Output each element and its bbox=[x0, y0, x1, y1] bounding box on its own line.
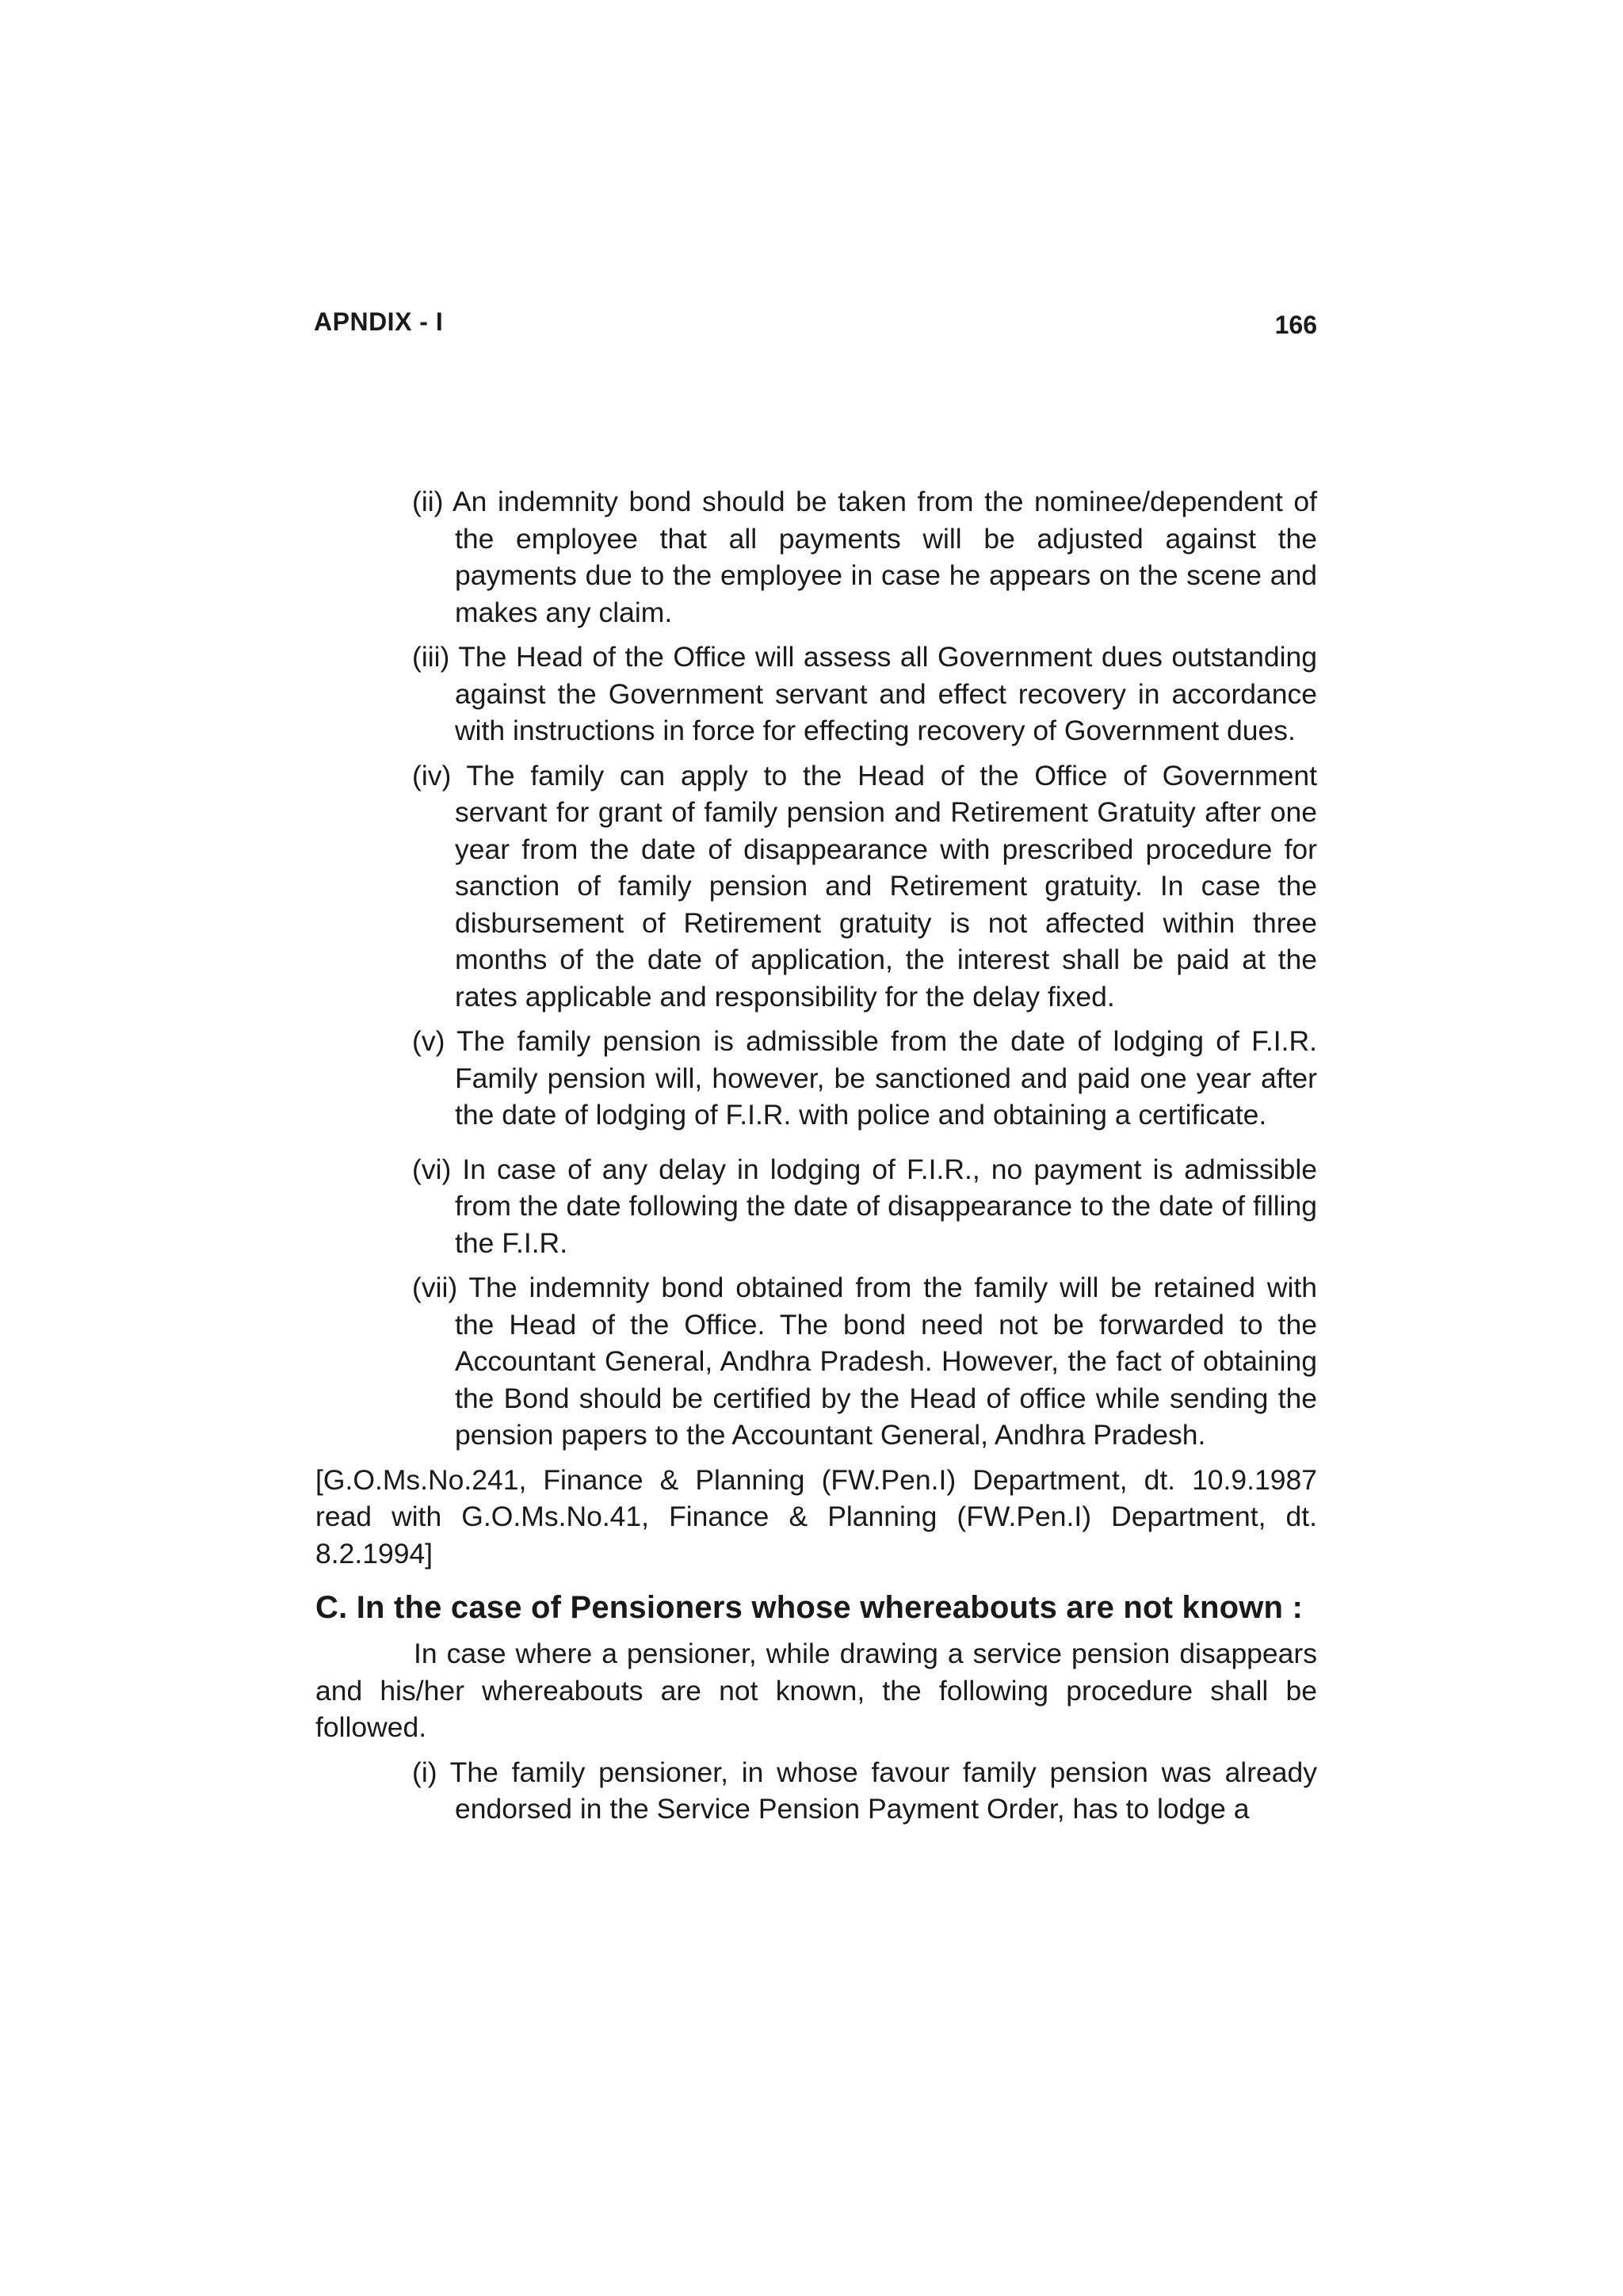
header-title: APNDIX - I bbox=[314, 307, 444, 336]
section-heading: C. In the case of Pensioners whose whereabouts are not known : bbox=[315, 1590, 1303, 1625]
citation: [G.O.Ms.No.241, Finance & Planning (FW.Pen.I) Department, dt. 10.9.1987 read with G.O.Ms.No.41, Finance & Planning (FW.Pen.I) Department, dt. 8.2.1994] bbox=[315, 1463, 1317, 1569]
page-header bbox=[314, 307, 1317, 345]
list-item-ii: (ii) An indemnity bond should be taken from the nominee/dependent of the employee that all payments will be adjusted against the payments due to the employee in case he appears on the scene and makes any claim. bbox=[412, 486, 1317, 628]
list-item-iv: (iv) The family can apply to the Head of the Office of Government servant for grant of family pension and Retirement Gratuity after one year from the date of disappearance with prescribed procedure for sanction of family pension and Retirement gratuity. In case the disbursement of Retirement gratuity is not affected within three months of the date of application, the interest shall be paid at the rates applicable and responsibility for the delay fixed. bbox=[412, 759, 1317, 1013]
document-body bbox=[315, 483, 1317, 1836]
list-item-vi: (vi) In case of any delay in lodging of F.I.R., no payment is admissible from the date following the date of disappearance to the date of filling the F.I.R. bbox=[412, 1153, 1317, 1259]
section-c-list-item-i: (i) The family pensioner, in whose favour family pension was already endorsed in the Service Pension Payment Order, has to lodge a bbox=[412, 1756, 1317, 1825]
page-number: 166 bbox=[1274, 311, 1317, 339]
section-intro-paragraph: In case where a pensioner, while drawing a service pension disappears and his/her whereabouts are not known, the following procedure shall be followed. bbox=[315, 1638, 1317, 1743]
list-item-vii: (vii) The indemnity bond obtained from the family will be retained with the Head of the Office. The bond need not be forwarded to the Accountant General, Andhra Pradesh. However, the fact of obtaining the Bond should be certified by the Head of office while sending the pension papers to the Accountant General, Andhra Pradesh. bbox=[412, 1272, 1317, 1451]
list-item-v: (v) The family pension is admissible from the date of lodging of F.I.R. Family pension will, however, be sanctioned and paid one year after the date of lodging of F.I.R. with police and obtaining a certificate. bbox=[412, 1025, 1317, 1131]
list-item-iii: (iii) The Head of the Office will assess all Government dues outstanding against the Government servant and effect recovery in accordance with instructions in force for effecting recovery of Government dues. bbox=[412, 641, 1317, 746]
